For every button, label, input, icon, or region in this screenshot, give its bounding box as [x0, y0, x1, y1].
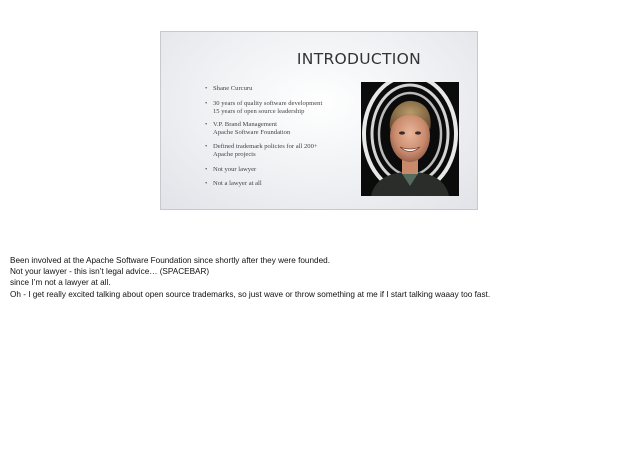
bullet-text: • V.P. Brand Management: [213, 121, 277, 129]
slide-title: INTRODUCTION: [296, 50, 422, 68]
bullet-item: [205, 143, 355, 159]
bullet-item: [205, 180, 355, 188]
notes-line: Oh - I get really excited talking about open source trademarks, so just wave or throw something at me if I start talking waaay too fast.: [10, 289, 491, 299]
bullet-text: Shane Curcuru: [213, 85, 253, 92]
bullet-item: [205, 121, 355, 137]
bullet-subtext: Apache projects: [213, 150, 256, 158]
notes-line: Not your lawyer - this isn’t legal advice… (SPACEBAR): [10, 267, 210, 277]
notes-line: Been involved at the Apache Software Foundation since shortly after they were founded.: [10, 256, 330, 265]
bullet-text: • 30 years of quality software development: [213, 99, 323, 107]
bullet-subtext: Apache Software Foundation: [213, 129, 291, 137]
bullet-item: [205, 85, 355, 93]
bullet-item: [205, 100, 355, 116]
bullet-text: Not your lawyer: [213, 165, 257, 173]
speaker-notes: [10, 255, 490, 300]
portrait-photo: [361, 82, 459, 196]
bullet-list: [205, 85, 355, 188]
bullet-text: • Defined trademark policies for all 200+: [213, 142, 318, 150]
portrait-photo-icon: [361, 82, 459, 196]
bullet-text: Not a lawyer at all: [213, 180, 262, 188]
bullet-item: [205, 166, 355, 174]
notes-line: since I’m not a lawyer at all.: [10, 278, 111, 288]
slide: [160, 31, 478, 210]
bullet-subtext: 15 years of open source leadership: [213, 107, 305, 115]
